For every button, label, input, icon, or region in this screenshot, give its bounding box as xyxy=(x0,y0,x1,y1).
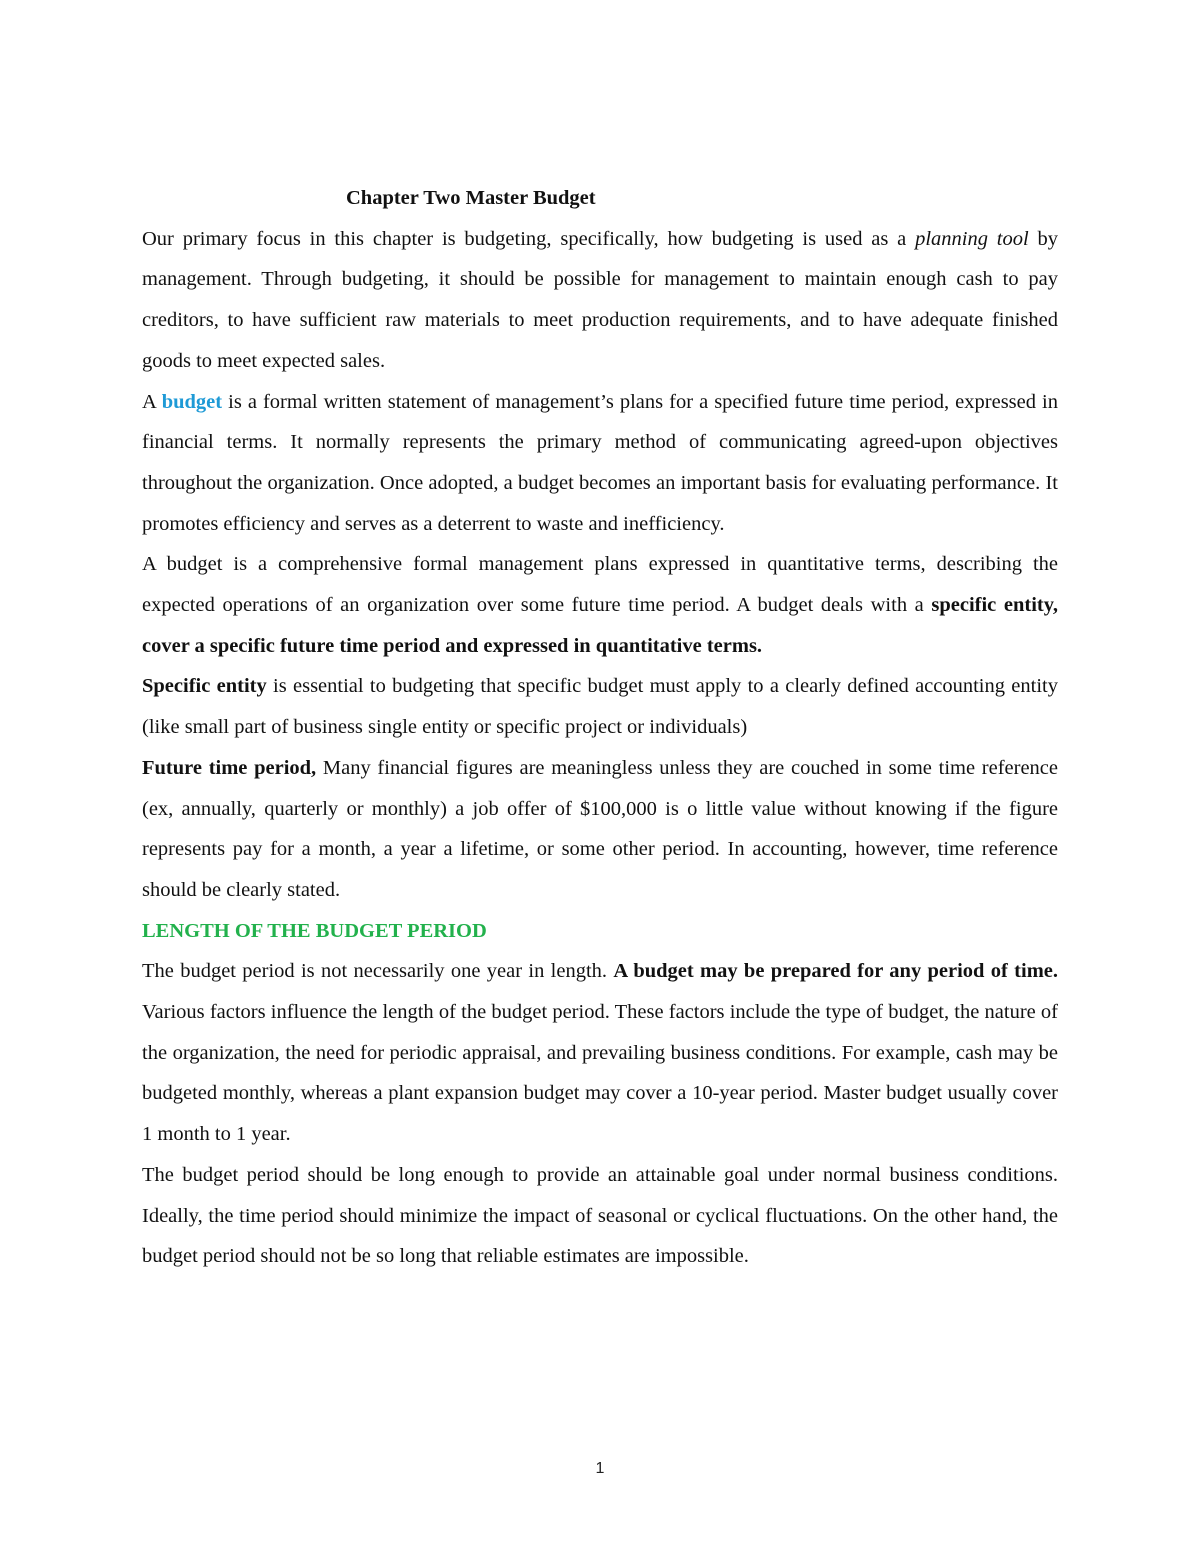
paragraph-intro xyxy=(142,219,1058,382)
paragraph-budget-period xyxy=(142,951,1058,1155)
paragraph-intro-text-a: Our primary focus in this chapter is budgeting, specifically, how budgeting is used as a xyxy=(142,227,916,250)
section-heading: LENGTH OF THE BUDGET PERIOD xyxy=(142,919,487,942)
chapter-title: Chapter Two Master Budget xyxy=(346,187,596,209)
paragraph-comprehensive-plan-emphasis: specific entity, cover a specific future time period and expressed in quantitative terms. xyxy=(142,594,1058,657)
specific-entity-term: Specific entity xyxy=(142,675,267,698)
paragraph-future-time-period-text: Many financial figures are meaningless unless they are couched in some time reference (ex, annually, quarterly or monthly) a job offer of $100,000 is o little value without knowing if the figure represents pay for a month, a year a lifetime, or some other period. In accounting, however, time reference should be clearly stated. xyxy=(142,756,1058,901)
paragraph-budget-definition-text-a: A xyxy=(142,390,162,413)
paragraph-budget-period-text-a: The budget period is not necessarily one year in length. xyxy=(142,960,614,983)
paragraph-budget-definition xyxy=(142,382,1058,545)
paragraph-budget-period-emphasis: A budget may be prepared for any period of time. xyxy=(613,960,1058,983)
paragraph-specific-entity xyxy=(142,666,1058,747)
document-page xyxy=(142,178,1058,1277)
paragraph-budget-definition-text-b: is a formal written statement of management’s plans for a specified future time period, expressed in financial terms. It normally represents the primary method of communicating agreed-upon objectives throughout the organization. Once adopted, a budget becomes an important basis for evaluating performance. It promotes efficiency and serves as a deterrent to waste and inefficiency. xyxy=(142,390,1058,535)
budget-term: budget xyxy=(161,390,223,413)
paragraph-specific-entity-text: is essential to budgeting that specific budget must apply to a clearly defined accounting entity (like small part of business single entity or specific project or individuals) xyxy=(142,675,1058,739)
page-number: 1 xyxy=(595,1460,605,1477)
planning-tool-term: planning tool xyxy=(915,227,1029,250)
paragraph-comprehensive-plan xyxy=(142,544,1058,666)
paragraph-future-time-period xyxy=(142,748,1058,911)
future-time-period-term: Future time period, xyxy=(142,756,317,779)
paragraph-budget-period-length: The budget period should be long enough to provide an attainable goal under normal business conditions. Ideally, the time period should minimize the impact of seasonal or cyclical fluctuations. On the other hand, the budget period should not be so long that reliable estimates are impossible. xyxy=(142,1163,1058,1268)
paragraph-comprehensive-plan-text: A budget is a comprehensive formal management plans expressed in quantitative terms, describing the expected operations of an organization over some future time period. A budget deals with a xyxy=(142,553,1058,617)
paragraph-intro-text-b: by management. Through budgeting, it should be possible for management to maintain enough cash to pay creditors, to have sufficient raw materials to meet production requirements, and to have adequate finished goods to meet expected sales. xyxy=(142,227,1058,372)
paragraph-budget-period-text-b: Various factors influence the length of the budget period. These factors include the type of budget, the nature of the organization, the need for periodic appraisal, and prevailing business conditions. For example, cash may be budgeted monthly, whereas a plant expansion budget may cover a 10-year period. Master budget usually cover 1 month to 1 year. xyxy=(142,1001,1058,1146)
